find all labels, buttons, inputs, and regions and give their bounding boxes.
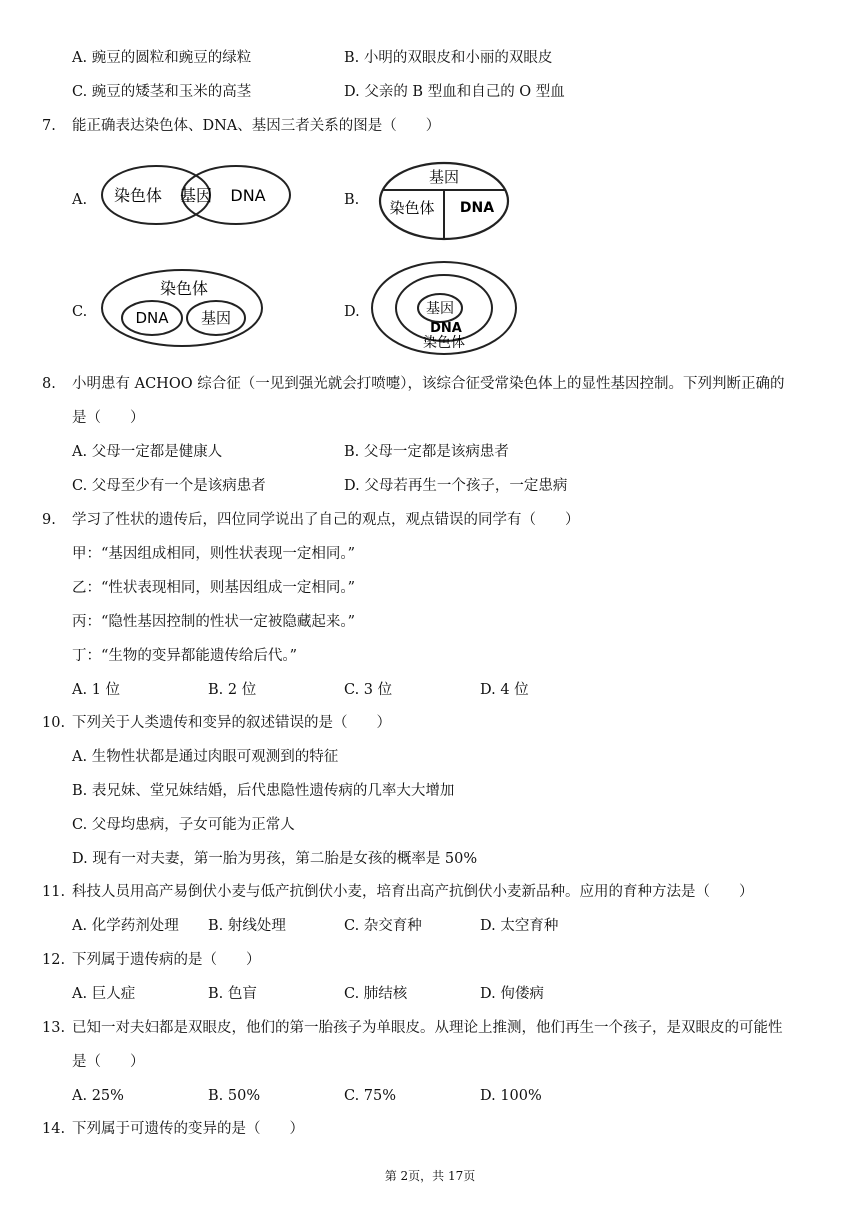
q7b-dna-text: DNA [459,200,495,216]
q6-option-d: D. 父亲的 B 型血和自己的 O 型血 [344,84,565,100]
q13-option-b: B. 50% [208,1088,261,1104]
q12-number: 12. [42,952,66,968]
q6-option-a: A. 豌豆的圆粒和豌豆的绿粒 [72,50,252,66]
q10-stem: 下列关于人类遗传和变异的叙述错误的是（ ） [72,715,391,731]
q7-diagram-d [368,258,520,358]
q7a-dna-text: DNA [230,186,266,205]
q9-statement-ding: 丁：“生物的变异都能遗传给后代。” [72,648,298,664]
q13-option-d: D. 100% [480,1088,542,1104]
q10-option-a: A. 生物性状都是通过肉眼可观测到的特征 [72,749,339,765]
page-footer: 第 2页，共 17页 [384,1169,476,1183]
q7-option-c-label: C. [72,304,88,320]
q14-number: 14. [42,1121,66,1137]
q7-number: 7. [42,118,56,134]
q7-option-a-label: A. [72,192,88,208]
q11-stem: 科技人员用高产易倒伏小麦与低产抗倒伏小麦，培育出高产抗倒伏小麦新品种。应用的育种方法是（ ） [72,884,754,900]
q12-option-a: A. 巨人症 [72,986,136,1002]
q6-option-b: B. 小明的双眼皮和小丽的双眼皮 [344,50,553,66]
q7d-gene-text: 基因 [426,301,454,317]
q7c-dna-text: DNA [135,309,169,327]
q9-statement-yi: 乙：“性状表现相同，则基因组成一定相同。” [72,580,356,596]
q13-option-c: C. 75% [344,1088,397,1104]
q7-diagram-a [98,162,298,228]
q13-number: 13. [42,1020,66,1036]
q11-option-b: B. 射线处理 [208,918,286,934]
q7-stem: 能正确表达染色体、DNA、基因三者关系的图是（ ） [72,118,441,134]
q7b-chromosome-text: 染色体 [389,199,435,217]
q7b-gene-text: 基因 [428,168,460,186]
q12-stem: 下列属于遗传病的是（ ） [72,952,261,968]
q14-stem: 下列属于可遗传的变异的是（ ） [72,1121,304,1137]
q9-number: 9. [42,512,56,528]
q9-statement-bing: 丙：“隐性基因控制的性状一定被隐藏起来。” [72,614,356,630]
q10-number: 10. [42,715,66,731]
q7a-gene-text: 基因 [179,186,213,205]
q7-option-d-label: D. [344,304,360,320]
q7d-chromosome-text: 染色体 [423,335,465,351]
q12-option-c: C. 肺结核 [344,986,408,1002]
q7d-dna-text: DNA [430,321,462,336]
q7-option-b-label: B. [344,192,360,208]
q9-option-b: B. 2 位 [208,682,257,698]
q6-option-c: C. 豌豆的矮茎和玉米的高茎 [72,84,252,100]
q7c-chromosome-text: 染色体 [159,279,209,298]
q13-stem-line1: 已知一对夫妇都是双眼皮，他们的第一胎孩子为单眼皮。从理论上推测，他们再生一个孩子，是双眼皮的可能性 [72,1020,783,1036]
q12-option-d: D. 佝偻病 [480,986,544,1002]
q12-option-b: B. 色盲 [208,986,257,1002]
q8-stem-line1: 小明患有 ACHOO 综合征（一见到强光就会打喷嚏），该综合征受常染色体上的显性基因控制。下列判断正确的 [72,376,785,392]
q8-option-d: D. 父母若再生一个孩子，一定患病 [344,478,568,494]
q10-option-c: C. 父母均患病，子女可能为正常人 [72,817,295,833]
q7c-gene-text: 基因 [200,309,232,327]
q8-stem-line2: 是（ ） [72,410,145,426]
q8-option-c: C. 父母至少有一个是该病患者 [72,478,266,494]
q9-statement-jia: 甲：“基因组成相同，则性状表现一定相同。” [72,546,356,562]
q9-option-c: C. 3 位 [344,682,393,698]
q11-number: 11. [42,884,66,900]
q9-stem: 学习了性状的遗传后，四位同学说出了自己的观点，观点错误的同学有（ ） [72,512,580,528]
q11-option-d: D. 太空育种 [480,918,559,934]
q10-option-d: D. 现有一对夫妻，第一胎为男孩，第二胎是女孩的概率是 50% [72,851,478,867]
q7-diagram-b [374,160,514,242]
q10-option-b: B. 表兄妹、堂兄妹结婚，后代患隐性遗传病的几率大大增加 [72,783,455,799]
q11-option-c: C. 杂交育种 [344,918,422,934]
q8-option-b: B. 父母一定都是该病患者 [344,444,509,460]
q13-stem-line2: 是（ ） [72,1054,145,1070]
q7a-chromosome-text: 染色体 [113,186,163,205]
q13-option-a: A. 25% [72,1088,124,1104]
q9-option-a: A. 1 位 [72,682,121,698]
q9-option-d: D. 4 位 [480,682,529,698]
q8-option-a: A. 父母一定都是健康人 [72,444,223,460]
q11-option-a: A. 化学药剂处理 [72,918,179,934]
q8-number: 8. [42,376,56,392]
q7-diagram-c [98,266,270,350]
